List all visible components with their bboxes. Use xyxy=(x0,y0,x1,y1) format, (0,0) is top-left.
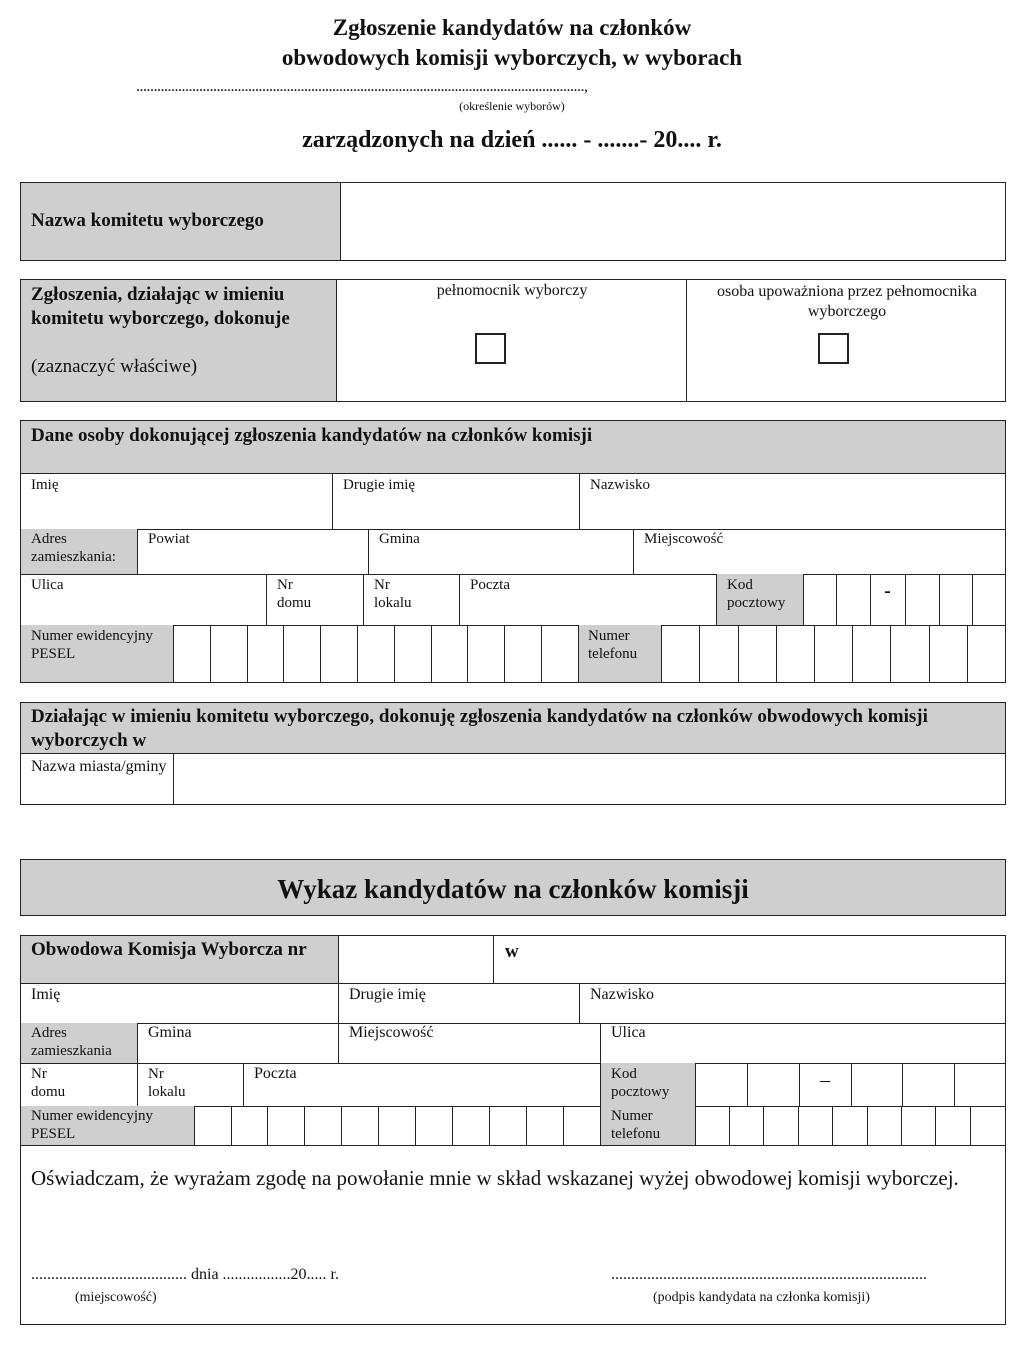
committee-name-field[interactable] xyxy=(342,183,1005,260)
candidate-second-name-label: Drugie imię xyxy=(349,986,426,1003)
candidate-form xyxy=(20,935,1006,1325)
city-name-field[interactable] xyxy=(175,755,1005,804)
candidate-first-name-label: Imię xyxy=(31,986,61,1003)
candidate-postal-code-label: Kod pocztowy xyxy=(611,1066,670,1100)
submitter-postal-code-dash: - xyxy=(884,580,891,602)
place-note: (miejscowość) xyxy=(75,1290,157,1305)
submitter-address-label: Adres zamieszkania: xyxy=(31,531,116,565)
candidate-postal-code-dash: – xyxy=(820,1069,830,1091)
acting-heading: Działając w imieniu komitetu wyborczego, dokonuję zgłoszenia kandydatów na członków obwodowych komisji wyborczych w xyxy=(31,706,928,751)
submitter-phone-label: Numer telefonu xyxy=(588,628,638,662)
candidate-address-label: Adres zamieszkania xyxy=(31,1025,112,1059)
commission-number-field[interactable] xyxy=(340,936,493,983)
candidate-flat-no-label: Nr lokalu xyxy=(148,1066,186,1100)
submitter-role-row xyxy=(20,279,1006,402)
submitter-data-section xyxy=(20,420,1006,683)
candidate-pesel-label: Numer ewidencyjny PESEL xyxy=(31,1108,154,1142)
ordered-date-line: zarządzonych na dzień ...... - .......- 20.... r. xyxy=(302,127,722,153)
submitter-postal-code-label: Kod pocztowy xyxy=(727,577,786,611)
submitter-data-heading: Dane osoby dokonującej zgłoszenia kandydatów na członków komisji xyxy=(31,425,593,446)
candidate-town-label: Miejscowość xyxy=(349,1024,434,1041)
committee-name-row xyxy=(20,182,1006,261)
submitter-surname-label: Nazwisko xyxy=(590,477,650,493)
submitter-commune-label: Gmina xyxy=(379,531,420,547)
candidate-surname-label: Nazwisko xyxy=(590,986,654,1003)
candidate-house-no-label: Nr domu xyxy=(31,1066,66,1100)
place-date-line: ....................................... dnia .................20..... r. xyxy=(31,1266,339,1283)
form-title-line2: obwodowych komisji wyborczych, w wyborach xyxy=(281,45,743,70)
candidate-commune-label: Gmina xyxy=(148,1024,192,1041)
election-dots-line: ................................................................................................................................, xyxy=(136,78,588,95)
submitter-flat-no-label: Nr lokalu xyxy=(374,577,412,611)
submitter-role-label: Zgłoszenia, działając w imieniu komitetu wyborczego, dokonuje xyxy=(31,284,290,329)
submitter-pesel-label: Numer ewidencyjny PESEL xyxy=(31,628,154,662)
candidate-street-label: Ulica xyxy=(611,1024,646,1041)
election-note: (określenie wyborów) xyxy=(459,99,565,113)
candidate-list-heading: Wykaz kandydatów na członków komisji xyxy=(277,874,749,904)
submitter-role-note: (zaznaczyć właściwe) xyxy=(31,356,198,377)
submitter-town-label: Miejscowość xyxy=(644,531,724,547)
option-authorized-checkbox[interactable] xyxy=(818,333,849,364)
submitter-second-name-label: Drugie imię xyxy=(343,477,416,493)
signature-note: (podpis kandydata na członka komisji) xyxy=(653,1290,870,1305)
commission-location-label: w xyxy=(505,941,519,962)
submitter-county-label: Powiat xyxy=(148,531,190,547)
signature-line: ............................................................................... xyxy=(611,1266,927,1283)
candidate-post-label: Poczta xyxy=(254,1065,297,1082)
form-title-line1: Zgłoszenie kandydatów na członków xyxy=(332,15,692,40)
candidate-phone-label: Numer telefonu xyxy=(611,1108,661,1142)
submitter-street-label: Ulica xyxy=(31,577,64,593)
committee-name-label: Nazwa komitetu wyborczego xyxy=(31,210,264,231)
option-proxy-label: pełnomocnik wyborczy xyxy=(436,282,588,299)
commission-number-label: Obwodowa Komisja Wyborcza nr xyxy=(31,939,307,960)
submitter-post-label: Poczta xyxy=(470,577,510,593)
submitter-house-no-label: Nr domu xyxy=(277,577,312,611)
consent-statement: Oświadczam, że wyrażam zgodę na powołanie mnie w skład wskazanej wyżej obwodowej komisji wyborczej. xyxy=(31,1166,959,1190)
option-proxy-checkbox[interactable] xyxy=(475,333,506,364)
submitter-first-name-label: Imię xyxy=(31,477,59,493)
city-name-label: Nazwa miasta/gminy xyxy=(31,758,167,775)
candidate-list-heading-box xyxy=(20,859,1006,916)
option-authorized-label: osoba upoważniona przez pełnomocnika wyborczego xyxy=(717,283,977,320)
acting-section xyxy=(20,702,1006,805)
